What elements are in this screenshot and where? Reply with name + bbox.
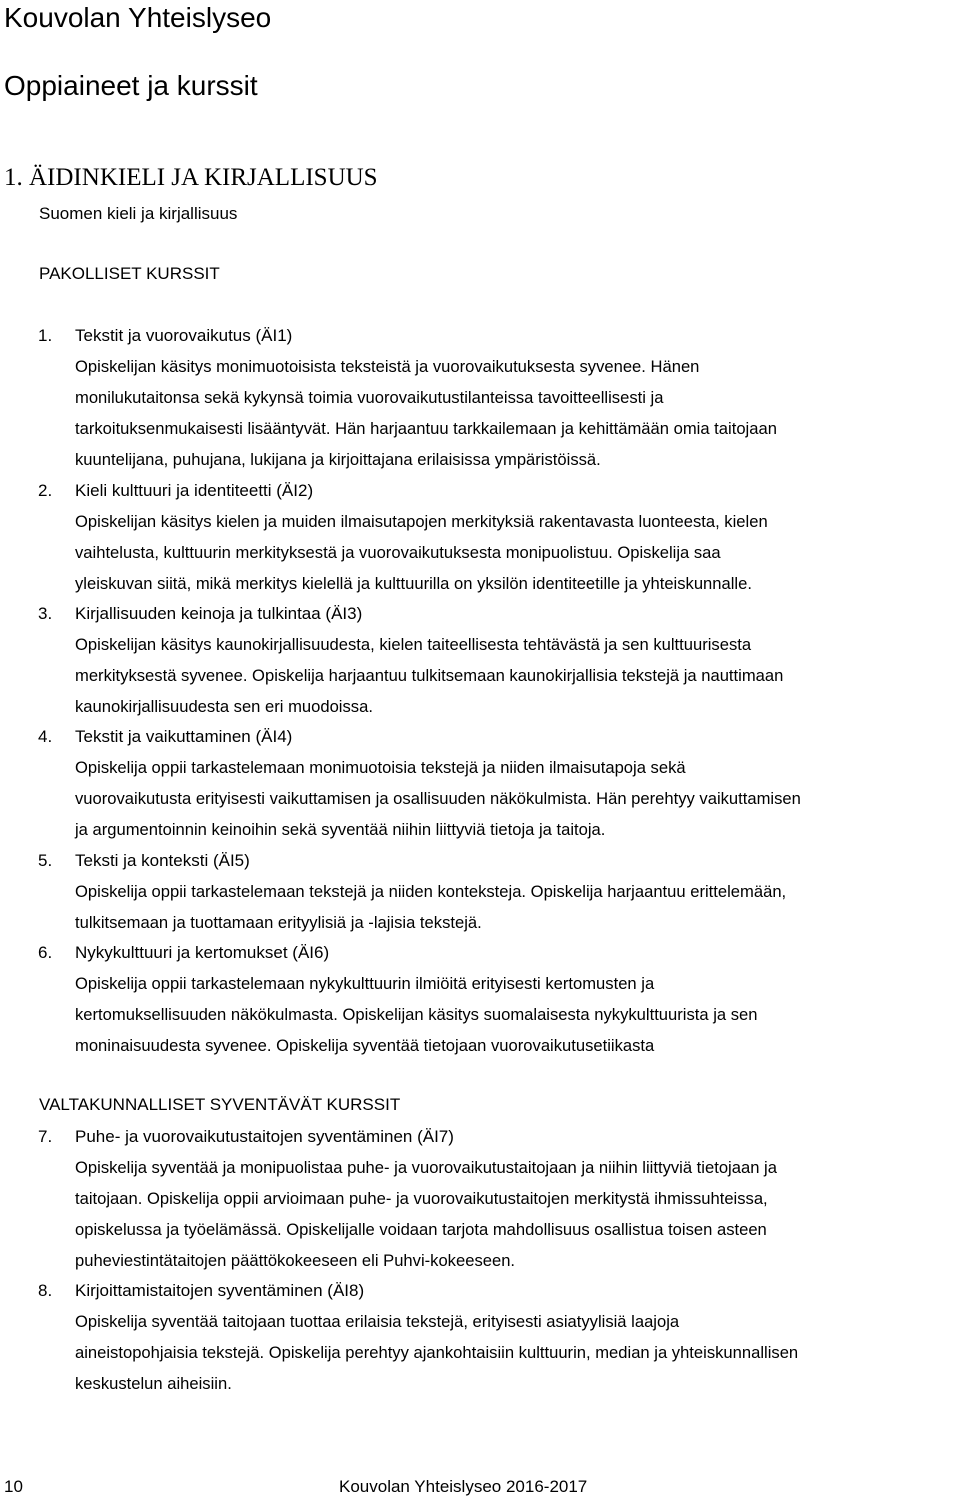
course-description-line: kaunokirjallisuudesta sen eri muodoissa. xyxy=(75,697,373,716)
course-description-line: Opiskelija oppii tarkastelemaan nykykulttuurin ilmiöitä erityisesti kertomusten ja xyxy=(75,974,655,993)
course-description-line: kertomuksellisuuden näkökulmasta. Opiskelijan käsitys suomalaisesta nykykulttuurista ja sen xyxy=(75,1005,758,1024)
course-description-line: tarkoituksenmukaisesti lisääntyvät. Hän harjaantuu tarkkailemaan ja kehittämään omia taitojaan xyxy=(75,419,777,438)
course-description-line: keskustelun aiheisiin. xyxy=(75,1374,232,1393)
course-title: Tekstit ja vuorovaikutus (ÄI1) xyxy=(75,326,293,345)
course-description-line: merkityksestä syvenee. Opiskelija harjaantuu tulkitsemaan kaunokirjallisia tekstejä ja nauttimaan xyxy=(75,666,784,685)
course-number: 1. xyxy=(38,326,53,345)
course-description-line: taitojaan. Opiskelija oppii arvioimaan puhe- ja vuorovaikutustaitojen merkitystä ihmissuhteissa, xyxy=(75,1189,768,1208)
course-description-line: Opiskelija syventää ja monipuolistaa puhe- ja vuorovaikutustaitojaan ja niihin liittyviä tietojaan ja xyxy=(75,1158,777,1177)
course-group-title: PAKOLLISET KURSSIT xyxy=(39,264,220,283)
course-description-line: moninaisuudesta syvenee. Opiskelija syventää tietojaan vuorovaikutusetiikasta xyxy=(75,1036,655,1055)
course-description-line: puheviestintätaitojen päättökokeeseen eli Puhvi-kokeeseen. xyxy=(75,1251,516,1270)
course-number: 4. xyxy=(38,727,53,746)
course-description-line: vuorovaikutusta erityisesti vaikuttamisen ja osallisuuden näkökulmista. Hän perehtyy vaikuttamisen xyxy=(75,789,801,808)
footer-page-number: 10 xyxy=(4,1477,23,1496)
course-description-line: yleiskuvan siitä, mikä merkitys kielellä ja kulttuurilla on yksilön identiteetille ja yhteiskunnalle. xyxy=(75,574,752,593)
course-description-line: vaihtelusta, kulttuurin merkityksestä ja vuorovaikutuksesta monipuolistuu. Opiskelija saa xyxy=(75,543,721,562)
section-heading: 1. ÄIDINKIELI JA KIRJALLISUUS xyxy=(4,164,378,191)
course-number: 3. xyxy=(38,604,53,623)
course-title: Nykykulttuuri ja kertomukset (ÄI6) xyxy=(75,943,330,962)
course-description-line: kuuntelijana, puhujana, lukijana ja kirjoittajana erilaisissa ympäristöissä. xyxy=(75,450,601,469)
course-description-line: tulkitsemaan ja tuottamaan erityylisiä ja -lajisia tekstejä. xyxy=(75,913,482,932)
course-description-line: Opiskelija syventää taitojaan tuottaa erilaisia tekstejä, erityisesti asiatyylisiä laajoja xyxy=(75,1312,680,1331)
course-title: Teksti ja konteksti (ÄI5) xyxy=(75,851,250,870)
course-description-line: aineistopohjaisia tekstejä. Opiskelija perehtyy ajankohtaisiin kulttuurin, median ja yhteiskunnallisen xyxy=(75,1343,799,1362)
course-number: 7. xyxy=(38,1127,53,1146)
course-group-title: VALTAKUNNALLISET SYVENTÄVÄT KURSSIT xyxy=(39,1095,401,1114)
course-description-line: Opiskelijan käsitys monimuotoisista teksteistä ja vuorovaikutuksesta syvenee. Hänen xyxy=(75,357,700,376)
course-title: Tekstit ja vaikuttaminen (ÄI4) xyxy=(75,727,293,746)
page-heading: Oppiaineet ja kurssit xyxy=(4,70,258,101)
course-number: 6. xyxy=(38,943,53,962)
subject-name: Suomen kieli ja kirjallisuus xyxy=(39,204,238,223)
course-number: 8. xyxy=(38,1281,53,1300)
course-description-line: Opiskelija oppii tarkastelemaan tekstejä ja niiden konteksteja. Opiskelija harjaantuu erittelemään, xyxy=(75,882,787,901)
course-description-line: Opiskelijan käsitys kaunokirjallisuudesta, kielen taiteellisesta tehtävästä ja sen kulttuurisesta xyxy=(75,635,752,654)
school-title: Kouvolan Yhteislyseo xyxy=(4,2,272,33)
course-title: Kirjoittamistaitojen syventäminen (ÄI8) xyxy=(75,1281,365,1300)
footer-document-name: Kouvolan Yhteislyseo 2016-2017 xyxy=(339,1477,588,1496)
course-title: Kirjallisuuden keinoja ja tulkintaa (ÄI3) xyxy=(75,604,363,623)
course-description-line: Opiskelija oppii tarkastelemaan monimuotoisia tekstejä ja niiden ilmaisutapoja sekä xyxy=(75,758,686,777)
course-title: Kieli kulttuuri ja identiteetti (ÄI2) xyxy=(75,481,314,500)
course-description-line: ja argumentoinnin keinoihin sekä syventää niihin liittyviä tietoja ja taitoja. xyxy=(75,820,606,839)
course-description-line: Opiskelijan käsitys kielen ja muiden ilmaisutapojen merkityksiä rakentavasta luonteesta, kielen xyxy=(75,512,768,531)
course-description-line: monilukutaitonsa sekä kykynsä toimia vuorovaikutustilanteissa tavoitteellisesti ja xyxy=(75,388,664,407)
course-description-line: opiskelussa ja työelämässä. Opiskelijalle voidaan tarjota mahdollisuus osallistua toisen asteen xyxy=(75,1220,767,1239)
course-number: 5. xyxy=(38,851,53,870)
course-number: 2. xyxy=(38,481,53,500)
course-title: Puhe- ja vuorovaikutustaitojen syventäminen (ÄI7) xyxy=(75,1127,454,1146)
